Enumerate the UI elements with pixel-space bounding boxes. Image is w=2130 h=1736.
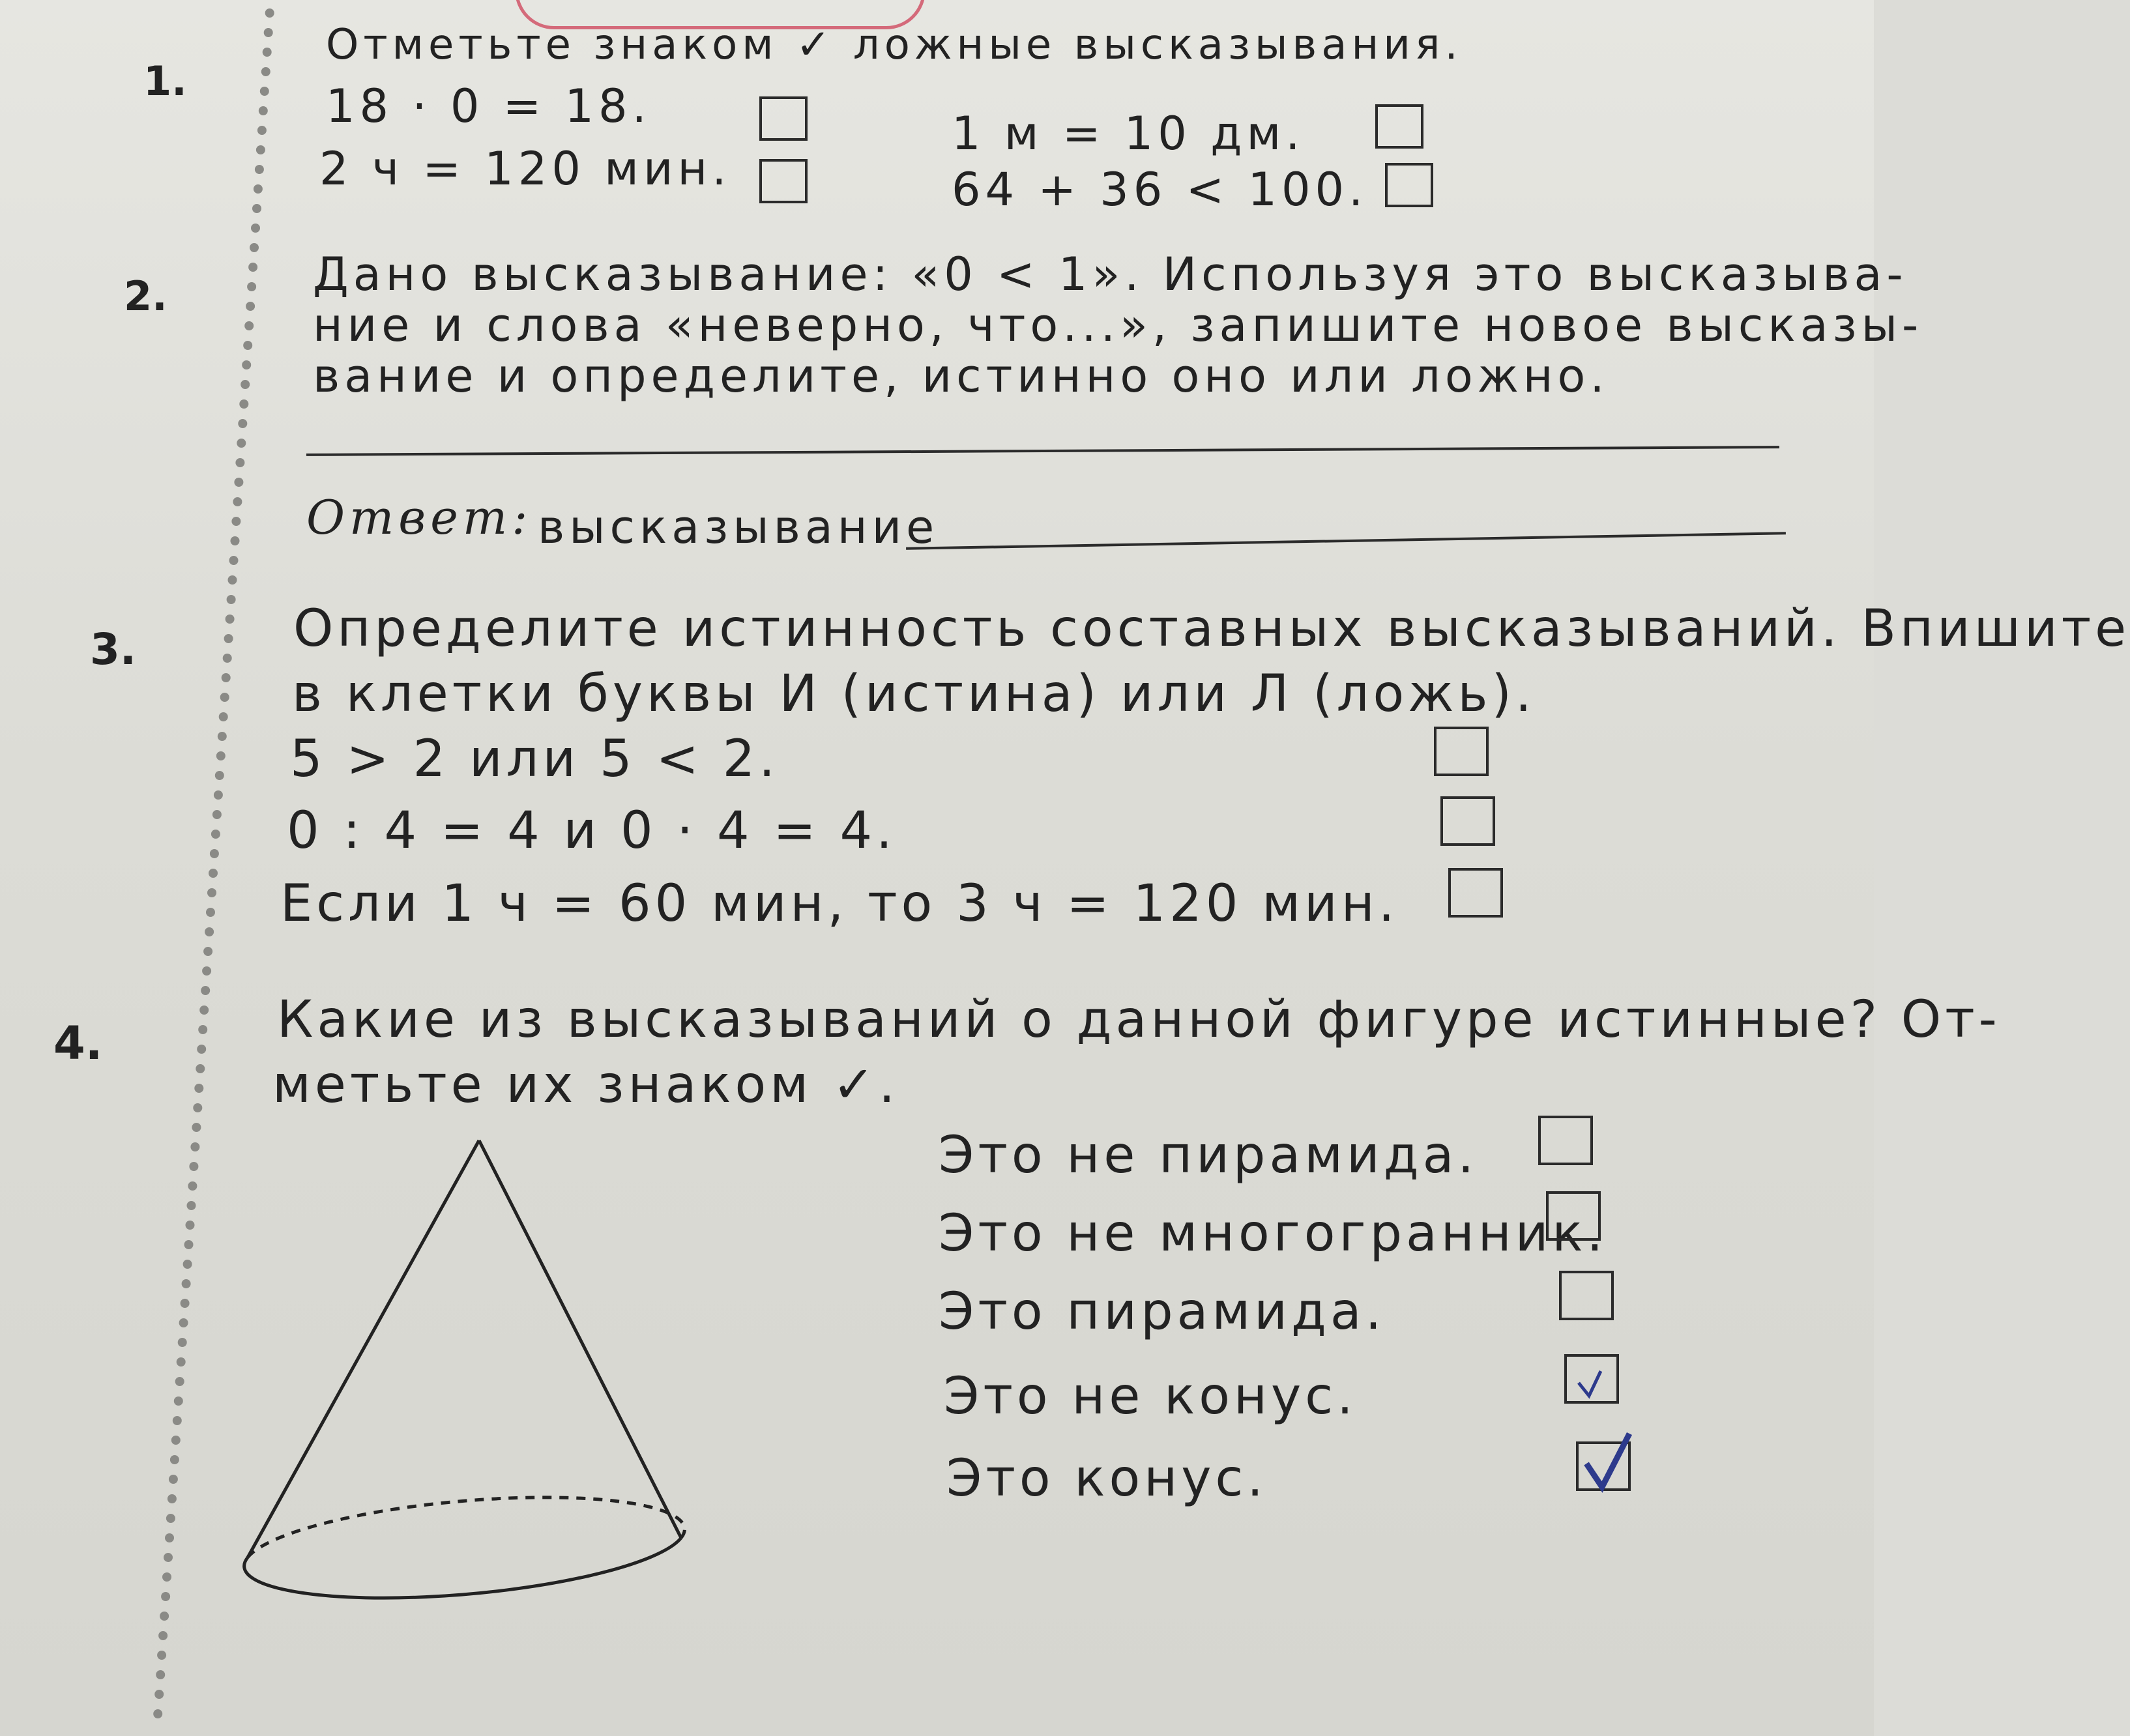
task-3-item-2: 0 : 4 = 4 и 0 · 4 = 4. <box>287 802 896 860</box>
perforation-dot <box>244 321 254 330</box>
task-4-checkbox-4[interactable] <box>1564 1354 1619 1404</box>
task-2-answer-label: Ответ: <box>306 490 532 545</box>
task-1-checkbox-4[interactable] <box>1385 163 1433 207</box>
perforation-dot <box>171 1436 181 1445</box>
task-4-checkbox-5[interactable] <box>1576 1441 1631 1491</box>
perforation-dot <box>173 1416 182 1425</box>
cone-figure <box>235 1127 704 1597</box>
perforation-dot <box>170 1455 179 1464</box>
perforation-dot <box>188 1181 197 1191</box>
perforation-dot <box>165 1533 174 1542</box>
perforation-dot <box>251 224 260 233</box>
perforation-dot <box>238 419 247 428</box>
perforation-dot <box>156 1670 165 1679</box>
task-2-number: 2. <box>124 272 168 320</box>
perforation-dot <box>160 1612 169 1621</box>
task-1-instruction: Отметьте знаком ✓ ложные высказывания. <box>326 21 1463 69</box>
task-1-item-4: 64 + 36 < 100. <box>952 163 1368 216</box>
perforation-dot <box>257 126 267 135</box>
perforation-dot <box>203 947 212 956</box>
perforation-dot <box>220 693 229 702</box>
task-4-checkbox-2[interactable] <box>1546 1191 1601 1241</box>
perforation-dot <box>248 263 257 272</box>
perforation-dot <box>184 1240 194 1249</box>
perforation-dot <box>169 1475 178 1484</box>
perforation-dot <box>233 497 242 506</box>
perforation-dot <box>177 1357 186 1367</box>
perforation-dot <box>153 1709 162 1718</box>
perforation-dot <box>252 204 261 213</box>
perforation-dot <box>161 1592 170 1601</box>
perforation-dot <box>226 615 235 624</box>
perforation-dot <box>234 478 243 487</box>
perforation-dot <box>199 1005 209 1015</box>
task-3-answer-box-1[interactable] <box>1434 727 1489 776</box>
perforation-dot <box>166 1514 175 1523</box>
perforation-dot <box>179 1318 188 1327</box>
perforation-dot <box>207 888 216 897</box>
perforation-dot <box>216 751 226 760</box>
perforation-dot <box>157 1651 166 1660</box>
perforation-dot <box>229 556 239 565</box>
perforation-dot <box>186 1221 195 1230</box>
task-2-answer-text: высказывание <box>538 500 939 554</box>
perforation-dot <box>174 1396 183 1406</box>
perforation-dot <box>250 243 259 252</box>
perforation-dot <box>235 458 244 467</box>
task-1-item-2: 2 ч = 120 мин. <box>319 142 731 195</box>
perforation-dot <box>214 790 223 800</box>
perforation-dot <box>255 165 264 174</box>
task-4-item-3: Это пирамида. <box>939 1282 1386 1341</box>
perforation-dot <box>164 1553 173 1562</box>
perforation-dot <box>261 67 270 76</box>
perforation-dot <box>182 1279 191 1288</box>
perforation-dot <box>198 1025 207 1034</box>
perforation-dot <box>224 634 233 643</box>
perforation-dot <box>259 106 268 115</box>
perforation-dot <box>239 399 248 409</box>
task-1-checkbox-3[interactable] <box>1375 104 1423 149</box>
task-4-item-5: Это конус. <box>946 1449 1268 1508</box>
perforation-dot <box>241 380 250 389</box>
perforation-dot <box>189 1162 198 1171</box>
task-2-line-2: ние и слова «неверно, что...», запишите новое высказы- <box>313 298 1923 352</box>
checkmark-icon <box>1575 1430 1646 1488</box>
task-4-item-4: Это не конус. <box>944 1367 1357 1426</box>
task-2-line-3: вание и определите, истинно оно или ложно. <box>313 349 1609 403</box>
perforation-dot <box>154 1690 164 1699</box>
task-1-number: 1. <box>143 57 187 105</box>
perforation-dot <box>264 28 273 37</box>
perforation-dot <box>212 810 222 819</box>
task-2-line-1: Дано высказывание: «0 < 1». Используя это высказыва- <box>313 248 1908 301</box>
task-1-item-1: 18 · 0 = 18. <box>326 80 651 133</box>
task-3-item-1: 5 > 2 или 5 < 2. <box>290 730 780 788</box>
perforation-dot <box>211 830 220 839</box>
perforation-dot <box>201 986 210 995</box>
perforation-dot <box>265 8 274 18</box>
perforation-dot <box>243 341 252 350</box>
perforation-dot <box>237 439 246 448</box>
perforation-dot <box>175 1377 184 1386</box>
perforation-dot <box>206 908 215 917</box>
perforation-dot <box>194 1084 203 1093</box>
task-3-number: 3. <box>90 624 136 674</box>
perforation-dot <box>254 184 263 194</box>
perforation-dot <box>227 595 236 604</box>
perforation-dot <box>193 1103 202 1112</box>
task-4-line-1: Какие из высказываний о данной фигуре истинные? От- <box>277 991 2001 1049</box>
task-4-item-1: Это не пирамида. <box>939 1126 1478 1185</box>
perforation-dot <box>168 1494 177 1503</box>
perforation-dot <box>162 1572 171 1582</box>
perforation-dot <box>197 1045 206 1054</box>
task-4-checkbox-3[interactable] <box>1559 1271 1614 1320</box>
task-3-answer-box-2[interactable] <box>1440 796 1495 846</box>
perforation-dot <box>178 1338 187 1347</box>
perforation-dot <box>223 654 232 663</box>
perforation-dot <box>228 575 237 585</box>
perforation-dot <box>210 849 219 858</box>
perforation-dot <box>196 1064 205 1073</box>
checkmark-icon <box>1567 1357 1622 1406</box>
perforation-dot <box>231 517 241 526</box>
task-4-checkbox-1[interactable] <box>1538 1116 1593 1165</box>
perforation-dot <box>247 282 256 291</box>
perforation-dot <box>222 673 231 682</box>
perforation-dot <box>190 1142 199 1151</box>
perforation-dot <box>181 1299 190 1308</box>
task-3-item-3: Если 1 ч = 60 мин, то 3 ч = 120 мин. <box>280 875 1399 933</box>
perforation-dot <box>205 927 214 936</box>
task-3-line-1: Определите истинность составных высказываний. Впишите <box>293 600 2130 658</box>
perforation-dot <box>192 1123 201 1132</box>
task-1-checkbox-2[interactable] <box>759 159 808 203</box>
task-3-answer-box-3[interactable] <box>1448 868 1503 918</box>
perforation-dot <box>218 732 227 741</box>
perforation-dot <box>202 966 211 976</box>
perforation-dot <box>209 869 218 878</box>
perforation-dot <box>183 1260 192 1269</box>
perforation-dot <box>231 536 240 545</box>
perforation-dot <box>219 712 228 721</box>
perforation-dot <box>256 145 265 154</box>
task-4-item-2: Это не многогранник. <box>939 1204 1607 1263</box>
task-1-checkbox-1[interactable] <box>759 96 808 141</box>
perforation-dot <box>158 1631 168 1640</box>
task-3-line-2: в клетки буквы И (истина) или Л (ложь). <box>292 665 1536 723</box>
perforation-dot <box>260 87 269 96</box>
task-4-number: 4. <box>53 1017 103 1070</box>
perforation-dot <box>246 302 255 311</box>
perforation-dot <box>263 48 272 57</box>
perforation-dot <box>242 360 251 369</box>
task-4-line-2: метьте их знаком ✓. <box>272 1056 899 1114</box>
perforation-dot <box>215 771 224 780</box>
perforation-dot <box>187 1201 196 1210</box>
task-1-item-3: 1 м = 10 дм. <box>952 107 1305 160</box>
